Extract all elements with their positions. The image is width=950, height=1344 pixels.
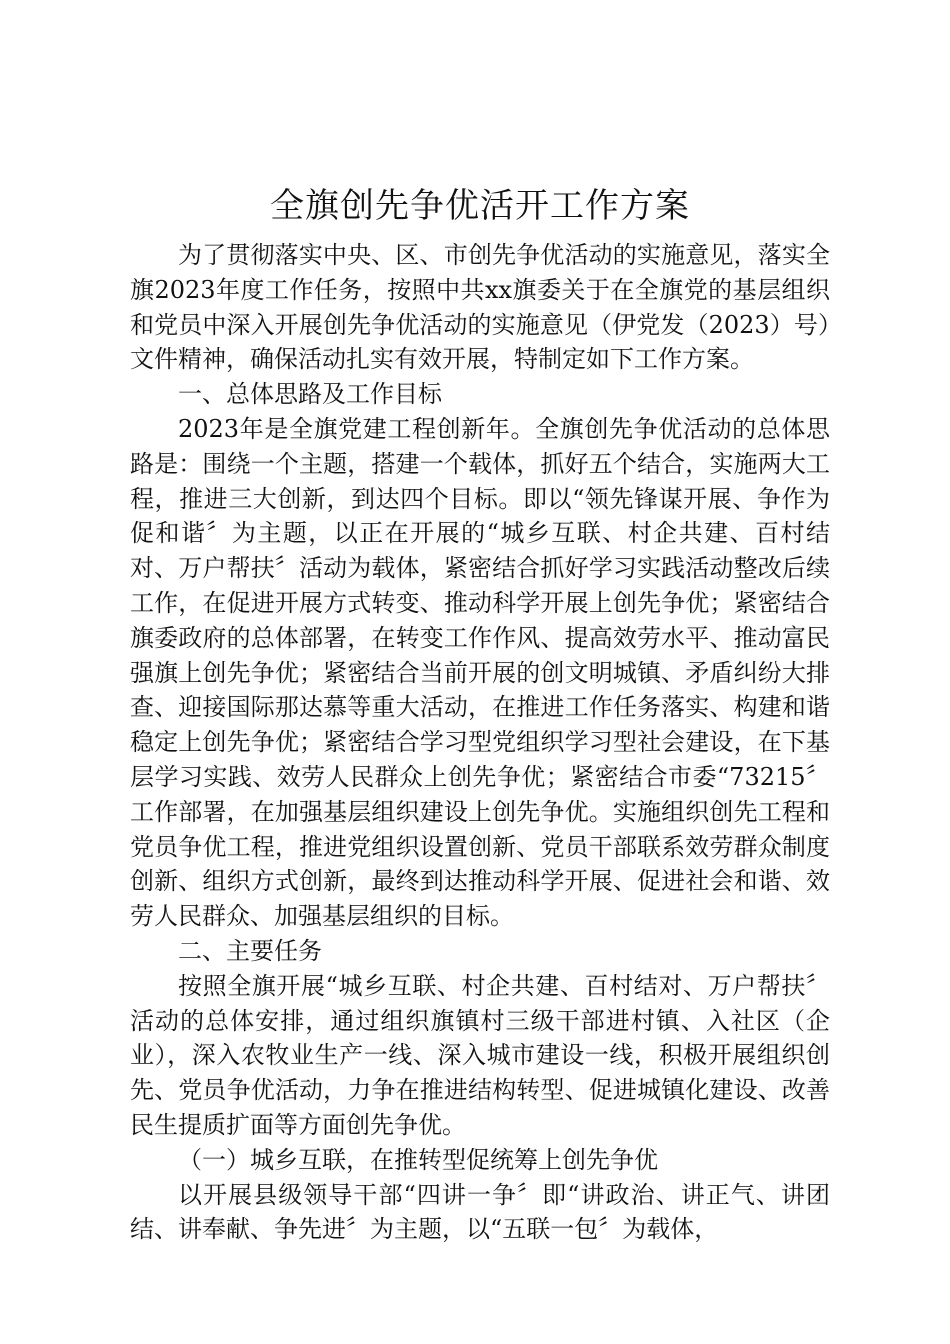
subsection-heading-1: （一）城乡互联，在推转型促统筹上创先争优: [178, 1145, 658, 1174]
intro-paragraph: 为了贯彻落实中央、区、市创先争优活动的实施意见，落实全旗2023年度工作任务，按照中共xx旗委关于在全旗党的基层组织和党员中深入开展创先争优活动的实施意见（伊党发（2023）号）文件精神，确保活动扎实有效开展，特制定如下工作方案。: [130, 241, 830, 374]
subsection-body-1: 以开展县级领导干部“四讲一争〞即“讲政治、讲正气、讲团结、讲奉献、争先进〞为主题，以“五联一包〞为载体，: [130, 1180, 830, 1244]
section-body-1: 2023年是全旗党建工程创新年。全旗创先争优活动的总体思路是：围绕一个主题，搭建一个载体，抓好五个结合，实施两大工程，推进三大创新，到达四个目标。即以“领先锋谋开展、争作为促和谐〞为主题，以正在开展的“城乡互联、村企共建、百村结对、万户帮扶〞活动为载体，紧密结合抓好学习实践活动整改后续工作，在促进开展方式转变、推动科学开展上创先争优；紧密结合旗委政府的总体部署，在转变工作作风、提高效劳水平、推动富民强旗上创先争优；紧密结合当前开展的创文明城镇、矛盾纠纷大排查、迎接国际那达慕等重大活动，在推进工作任务落实、构建和谐稳定上创先争优；紧密结合学习型党组织学习型社会建设，在下基层学习实践、效劳人民群众上创先争优；紧密结合市委“73215〞工作部署，在加强基层组织建设上创先争优。实施组织创先工程和党员争优工程，推进党组织设置创新、党员干部联系效劳群众制度创新、组织方式创新，最终到达推动科学开展、促进社会和谐、效劳人民群众、加强基层组织的目标。: [130, 414, 830, 931]
section-heading-1: 一、总体思路及工作目标: [178, 380, 442, 409]
document-page: [130, 180, 830, 1247]
document-title: 全旗创先争优活开工作方案: [270, 186, 690, 226]
section-body-2: 按照全旗开展“城乡互联、村企共建、百村结对、万户帮扶〞活动的总体安排，通过组织旗镇村三级干部进村镇、入社区（企业），深入农牧业生产一线、深入城市建设一线，积极开展组织创先、党员争优活动，力争在推进结构转型、促进城镇化建设、改善民生提质扩面等方面创先争优。: [130, 971, 830, 1139]
section-heading-2: 二、主要任务: [178, 936, 322, 965]
